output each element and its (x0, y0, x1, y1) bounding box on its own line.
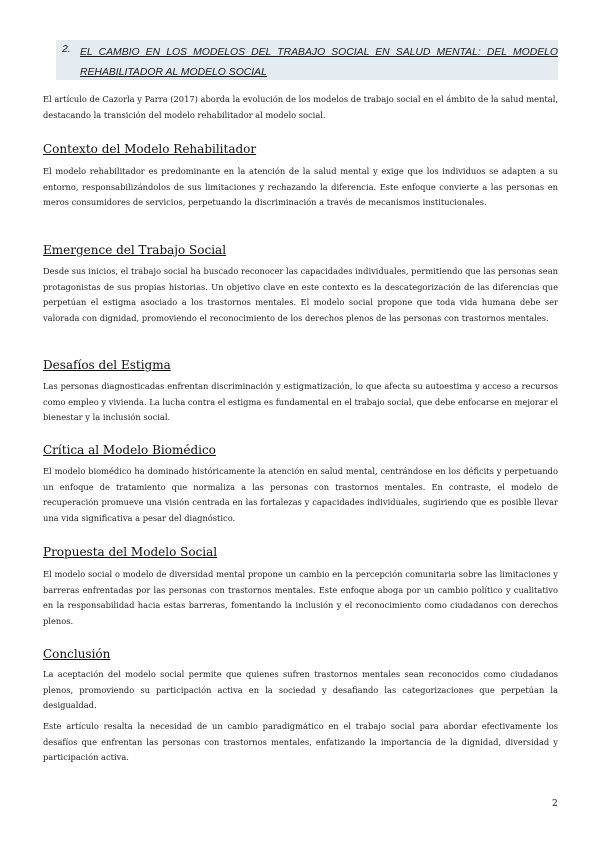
section-title-conclusion: Conclusión (43, 647, 111, 661)
section-body-propuesta: El modelo social o modelo de diversidad mental propone un cambio en la percepción comunitaria sobre las limitaciones y barreras enfrentadas por las personas con trastornos mentales. Este enfoque aboga por un cambio político y cualitativo en la responsabilidad hacia estas barreras, fomentando la inclusión y el reconocimiento como ciudadanos con derechos plenos. (43, 569, 558, 626)
intro-paragraph: El artículo de Cazorla y Parra (2017) aborda la evolución de los modelos de trabajo social en el ámbito de la salud mental, destacando la transición del modelo rehabilitador al modelo social. (43, 94, 558, 120)
heading-number: 2. (62, 44, 71, 55)
page-number: 2 (552, 799, 558, 809)
section-body-critica: El modelo biomédico ha dominado históricamente la atención en salud mental, centrándose en los déficits y perpetuando un enfoque de tratamiento que normaliza a las personas con trastornos mentales. En contraste, el modelo de recuperación promueve una visión centrada en las fortalezas y capacidades individuales, sugiriendo que es posible llevar una vida significativa a pesar del diagnóstico. (43, 466, 558, 523)
section-body-conclusion: La aceptación del modelo social permite que quienes sufren trastornos mentales sean reconocidos como ciudadanos plenos, promoviendo su participación activa en la sociedad y desafiando las categorizaciones que perpetúan la desigualdad. (43, 669, 558, 711)
section-title-contexto: Contexto del Modelo Rehabilitador (43, 142, 257, 156)
section-title-critica: Crítica al Modelo Biomédico (43, 443, 216, 457)
section-title-emergence: Emergence del Trabajo Social (43, 243, 227, 257)
section-title-desafios: Desafíos del Estigma (43, 358, 171, 372)
section-title-propuesta: Propuesta del Modelo Social (43, 545, 218, 559)
heading-title: EL CAMBIO EN LOS MODELOS DEL TRABAJO SOCIAL EN SALUD MENTAL: DEL MODELO REHABILITADOR AL MODELO SOCIAL (80, 47, 558, 78)
section-body-emergence: Desde sus inicios, el trabajo social ha buscado reconocer las capacidades individuales, permitiendo que las personas sean protagonistas de sus propias historias. Un objetivo clave en este contexto es la descategorización de las diferencias que perpetúan el estigma asociado a los trastornos mentales. El modelo social propone que toda vida humana debe ser valorada con dignidad, promoviendo el reconocimiento de los derechos plenos de las personas con trastornos mentales. (43, 266, 558, 323)
section-body-contexto: El modelo rehabilitador es predominante en la atención de la salud mental y exige que los individuos se adapten a su entorno, responsabilizándolos de sus limitaciones y rechazando la diferencia. Este enfoque convierte a las personas en meros consumidores de servicios, perpetuando la discriminación a través de mecanismos institucionales. (43, 166, 558, 208)
closing-paragraph: Este artículo resalta la necesidad de un cambio paradigmático en el trabajo social para abordar efectivamente los desafíos que enfrentan las personas con trastornos mentales, enfatizando la importancia de la dignidad, diversidad y participación activa. (43, 721, 558, 763)
section-body-desafios: Las personas diagnosticadas enfrentan discriminación y estigmatización, lo que afecta su autoestima y acceso a recursos como empleo y vivienda. La lucha contra el estigma es fundamental en el trabajo social, que debe enfocarse en mejorar el bienestar y la inclusión social. (43, 381, 558, 423)
